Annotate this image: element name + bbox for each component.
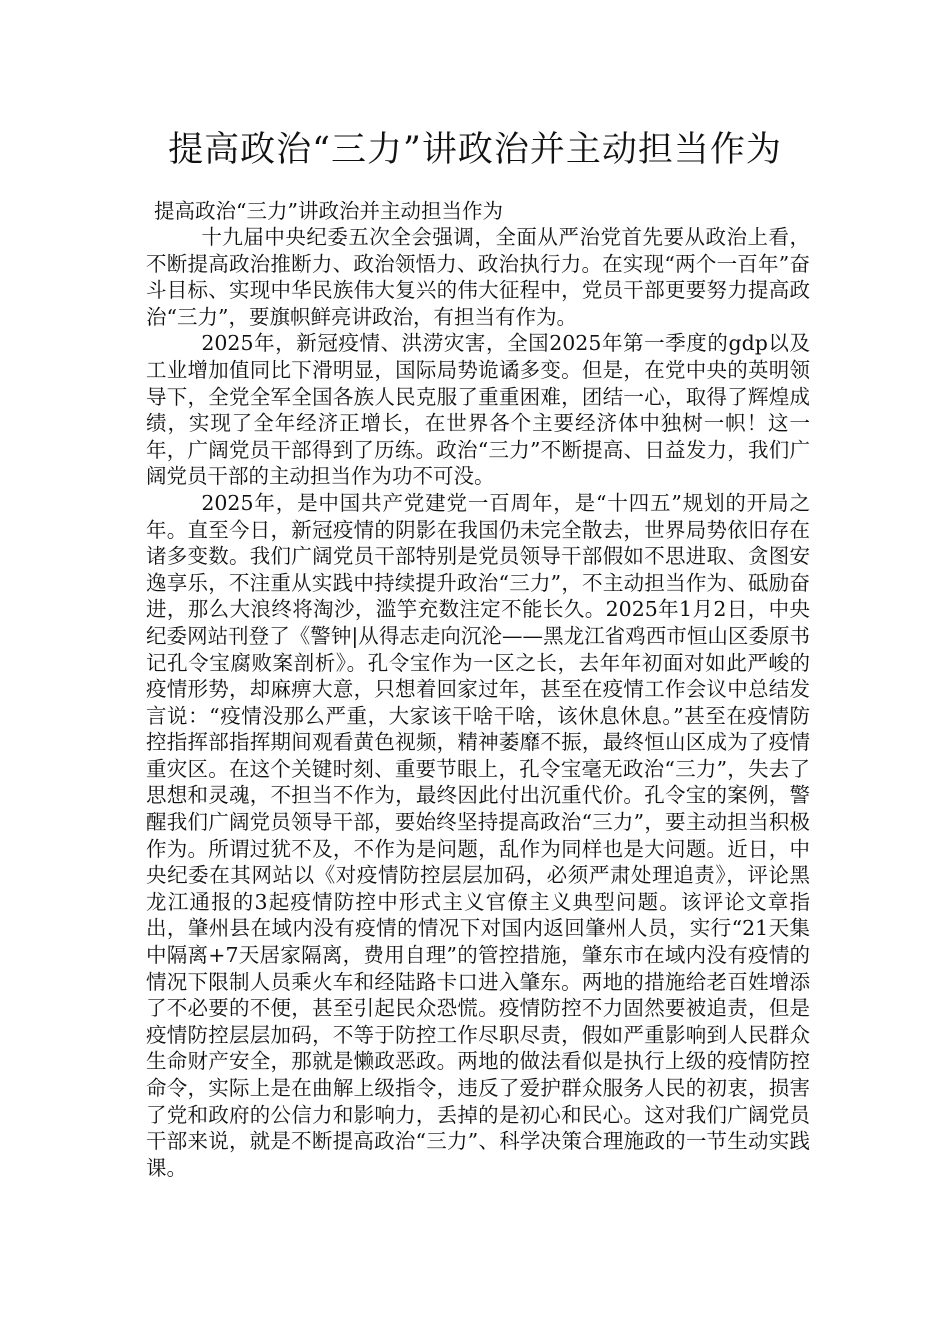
paragraph-1: 十九届中央纪委五次全会强调，全面从严治党首先要从政治上看，不断提高政治推断力、政治领悟力、政治执行力。在实现“两个一百年”奋斗目标、实现中华民族伟大复兴的伟大征程中，党员干部更要努力提高政治“三力”，要旗帜鲜亮讲政治，有担当有作为。 xyxy=(146,225,810,329)
document-body xyxy=(146,198,810,1181)
paragraph-2: 2025年，新冠疫情、洪涝灾害，全国2025年第一季度的gdp以及工业增加值同比下滑明显，国际局势诡谲多变。但是，在党中央的英明领导下，全党全军全国各族人民克服了重重困难，团结一心，取得了辉煌成绩，实现了全年经济正增长，在世界各个主要经济体中独树一帜！这一年，广阔党员干部得到了历练。政治“三力”不断提高、日益发力，我们广阔党员干部的主动担当作为功不可没。 xyxy=(146,331,810,489)
document-subtitle: 提高政治“三力”讲政治并主动担当作为 xyxy=(154,199,503,223)
document-title: 提高政治“三力”讲政治并主动担当作为 xyxy=(168,130,782,170)
paragraph-3: 2025年，是中国共产党建党一百周年，是“十四五”规划的开局之年。直至今日，新冠疫情的阴影在我国仍未完全散去，世界局势依旧存在诸多变数。我们广阔党员干部特别是党员领导干部假如不思进取、贪图安逸享乐，不注重从实践中持续提升政治“三力”，不主动担当作为、砥励奋进，那么大浪终将淘沙，滥竽充数注定不能长久。2025年1月2日，中央纪委网站刊登了《警钟|从得志走向沉沦——黑龙江省鸡西市恒山区委原书记孔令宝腐败案剖析》。孔令宝作为一区之长，去年年初面对如此严峻的疫情形势，却麻痹大意，只想着回家过年，甚至在疫情工作会议中总结发言说：“疫情没那么严重，大家该干啥干啥，该休息休息。”甚至在疫情防控指挥部指挥期间观看黄色视频，精神萎靡不振，最终恒山区成为了疫情重灾区。在这个关键时刻、重要节眼上，孔令宝毫无政治“三力”，失去了思想和灵魂，不担当不作为，最终因此付出沉重代价。孔令宝的案例，警醒我们广阔党员领导干部，要始终坚持提高政治“三力”，要主动担当积极作为。所谓过犹不及，不作为是问题，乱作为同样也是大问题。近日，中央纪委在其网站以《对疫情防控层层加码，必须严肃处理追责》，评论黑龙江通报的3起疫情防控中形式主义官僚主义典型问题。该评论文章指出，肇州县在域内没有疫情的情况下对国内返回肇州人员，实行“21天集中隔离+7天居家隔离，费用自理”的管控措施，肇东市在域内没有疫情的情况下限制人员乘火车和经陆路卡口进入肇东。两地的措施给老百姓增添了不必要的不便，甚至引起民众恐慌。疫情防控不力固然要被追责，但是疫情防控层层加码，不等于防控工作尽职尽责，假如严重影响到人民群众生命财产安全，那就是懒政恶政。两地的做法看似是执行上级的疫情防控命令，实际上是在曲解上级指令，违反了爱护群众服务人民的初衷，损害了党和政府的公信力和影响力，丢掉的是初心和民心。这对我们广阔党员干部来说，就是不断提高政治“三力”、科学决策合理施政的一节生动实践课。 xyxy=(146,490,810,1180)
